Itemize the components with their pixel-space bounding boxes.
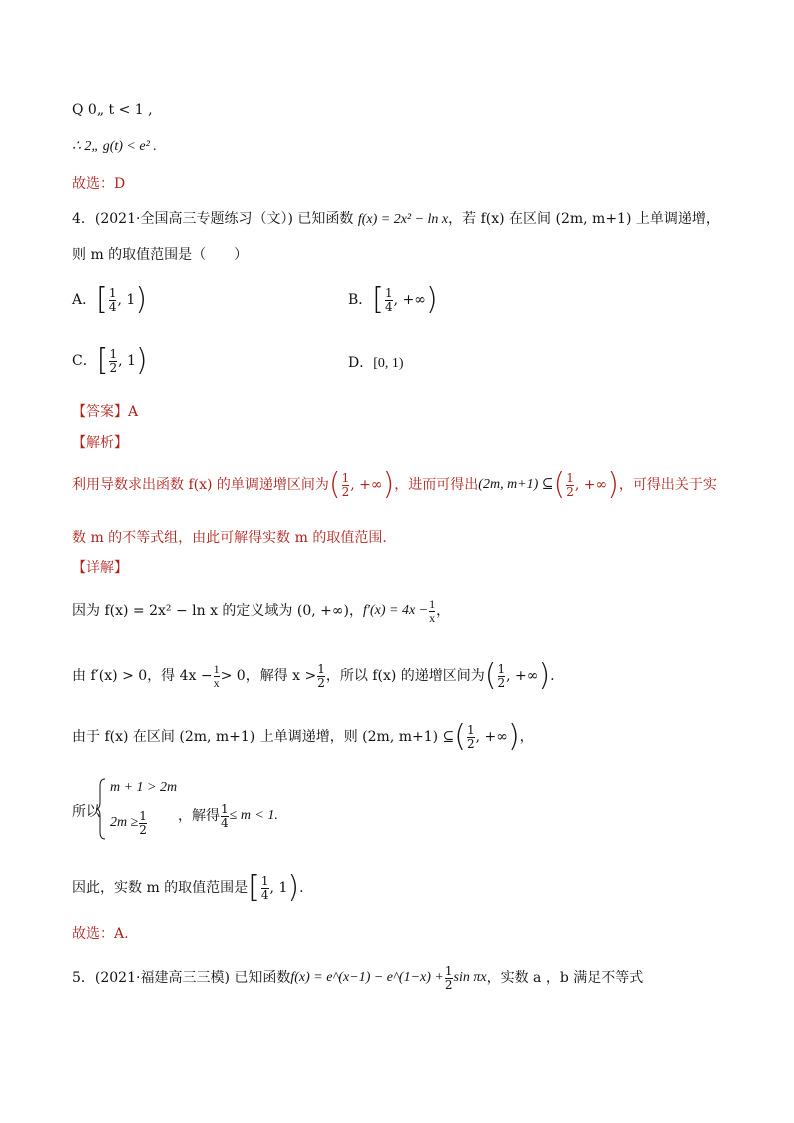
detail-3a: 由于 f(x) 在区间 (2m, m+1) 上单调递增，则 (2m, m+1) ⊆	[72, 729, 455, 745]
q5-suffix: ，实数 a ，b 满足不等式	[486, 970, 644, 987]
inequality-system	[110, 780, 177, 840]
left-brace-icon	[96, 778, 106, 840]
frac-num: 1	[213, 661, 220, 676]
line-choice-d: 故选：D	[72, 176, 126, 192]
analysis-line1: 利用导数求出函数 f(x) 的单调递增区间为( $\frac{1}{2}$ , +∞)，进而可得出(2m, m+1) ⊆( $\frac{1}{2}$ , +∞)，可得出关于实	[72, 467, 717, 502]
q4-function: f(x) = 2x² − ln x	[357, 212, 449, 227]
option-c-label: C．	[72, 353, 97, 369]
analysis-line2: 数 m 的不等式组，由此可解得实数 m 的取值范围.	[72, 530, 387, 546]
option-a-end: 1	[126, 292, 136, 308]
q5-prefix: 5．(2021·福建高三三模) 已知函数	[72, 970, 291, 987]
frac-den: 4	[260, 887, 269, 902]
detail-5a: 因此，实数 m 的取值范围是	[72, 880, 249, 896]
frac-den: 2	[317, 675, 325, 690]
frac-den: 2	[497, 675, 506, 690]
frac-num: 1	[566, 470, 574, 485]
line-therefore: ∴ 2„ g(t) < e² .	[72, 139, 157, 154]
interval-end: +∞	[359, 477, 383, 493]
option-a-label: A．	[72, 292, 97, 308]
frac-den: 2	[139, 822, 147, 837]
detail-line3: 由于 f(x) 在区间 (2m, m+1) 上单调递增，则 (2m, m+1) ⊆( $\frac{1}{2}$ , +∞)，	[72, 719, 534, 754]
detail-line2: 由 f′(x) > 0，得 4x − $\frac{1}{x}$ > 0，解得 x > $\frac{1}{2}$ ，所以 f(x) 的递增区间为( $\frac{1}{2}$ , +∞).	[72, 658, 555, 693]
interval-end: +∞	[583, 477, 608, 493]
interval-end: +∞	[515, 668, 539, 684]
option-c[interactable]: C．[ $\frac{1}{2}$ , 1)	[72, 343, 148, 378]
frac-num: 1	[221, 802, 229, 816]
detail-line1: 因为 f(x) = 2x² − ln x 的定义域为 (0, +∞)，f′(x) = 4x − $\frac{1}{x}$ ，	[72, 597, 451, 625]
detail-4b: ，解得	[178, 808, 220, 825]
analysis-text-b: ，进而可得出	[394, 477, 479, 493]
interval-end: +∞	[484, 729, 508, 745]
frac-den: 2	[566, 484, 574, 499]
question-4-line1	[72, 212, 720, 227]
frac-num: 1	[385, 285, 393, 300]
q5-function: f(x) = e^(x−1) − e^(1−x) +	[290, 970, 444, 986]
detail-1b: f′(x) = 4x −	[363, 603, 429, 619]
frac-den: 2	[467, 736, 475, 751]
case-2-text: 2m ≥	[110, 815, 139, 831]
frac-den: 4	[108, 299, 117, 314]
option-c-end: 1	[126, 353, 136, 369]
detail-4c: ≤ m < 1.	[229, 808, 278, 824]
analysis-text-c: ，可得出关于实	[618, 477, 717, 493]
frac-num: 1	[497, 661, 506, 676]
frac-num: 1	[139, 809, 147, 823]
case-2	[110, 810, 177, 840]
detail-line4-prefix: 所以	[72, 804, 100, 820]
analysis-text-a: 利用导数求出函数 f(x) 的单调递增区间为	[72, 477, 329, 493]
frac-den: x	[213, 675, 220, 690]
interval-end: 1	[278, 880, 288, 896]
frac-den: 4	[221, 815, 229, 830]
question-5	[72, 965, 643, 991]
detail-line5: 因此，实数 m 的取值范围是[ $\frac{1}{4}$ , 1).	[72, 870, 304, 905]
option-b-label: B．	[348, 292, 373, 308]
line-q0: Q 0„ t < 1 ,	[72, 102, 153, 118]
frac-num: 1	[429, 597, 436, 611]
option-b-end: +∞	[402, 292, 426, 308]
detail-2b: > 0，解得 x >	[220, 668, 317, 684]
detail-line4-result	[178, 803, 278, 829]
frac-num: 1	[444, 964, 453, 978]
frac-num: 1	[341, 470, 350, 485]
q5-sin: sin πx	[453, 970, 487, 986]
frac-den: 4	[385, 299, 393, 314]
option-d-label: D．	[348, 355, 374, 371]
frac-num: 1	[317, 661, 325, 676]
frac-den: x	[429, 610, 436, 625]
q4-mid: ，若 f(x) 在区间 (2m, m+1) 上单调递增，	[448, 211, 720, 227]
option-d[interactable]	[348, 356, 404, 371]
frac-den: 2	[109, 360, 118, 375]
question-4-line2: 则 m 的取值范围是（ ）	[72, 247, 249, 263]
q4-prefix: 4．(2021·全国高三专题练习（文）) 已知函数	[72, 211, 354, 227]
answer-label: 【答案】A	[72, 404, 139, 420]
frac-num: 1	[260, 873, 269, 888]
option-a[interactable]: A．[ $\frac{1}{4}$ , 1)	[72, 282, 148, 317]
detail-header: 【详解】	[72, 560, 128, 576]
option-d-value: [0, 1)	[373, 356, 404, 371]
detail-2a: 由 f′(x) > 0，得 4x −	[72, 668, 213, 684]
frac-num: 1	[108, 285, 117, 300]
detail-2c: ，所以 f(x) 的递增区间为	[325, 668, 485, 684]
analysis-header: 【解析】	[72, 435, 128, 451]
option-b[interactable]: B．[ $\frac{1}{4}$ , +∞)	[348, 282, 438, 317]
frac-den: 2	[444, 977, 453, 992]
detail-choice-a: 故选：A.	[72, 926, 129, 942]
frac-num: 1	[467, 722, 475, 737]
detail-1a: 因为 f(x) = 2x² − ln x 的定义域为 (0, +∞)，	[72, 603, 363, 620]
frac-den: 2	[341, 484, 350, 499]
case-1: m + 1 > 2m	[110, 780, 178, 795]
frac-num: 1	[109, 346, 118, 361]
